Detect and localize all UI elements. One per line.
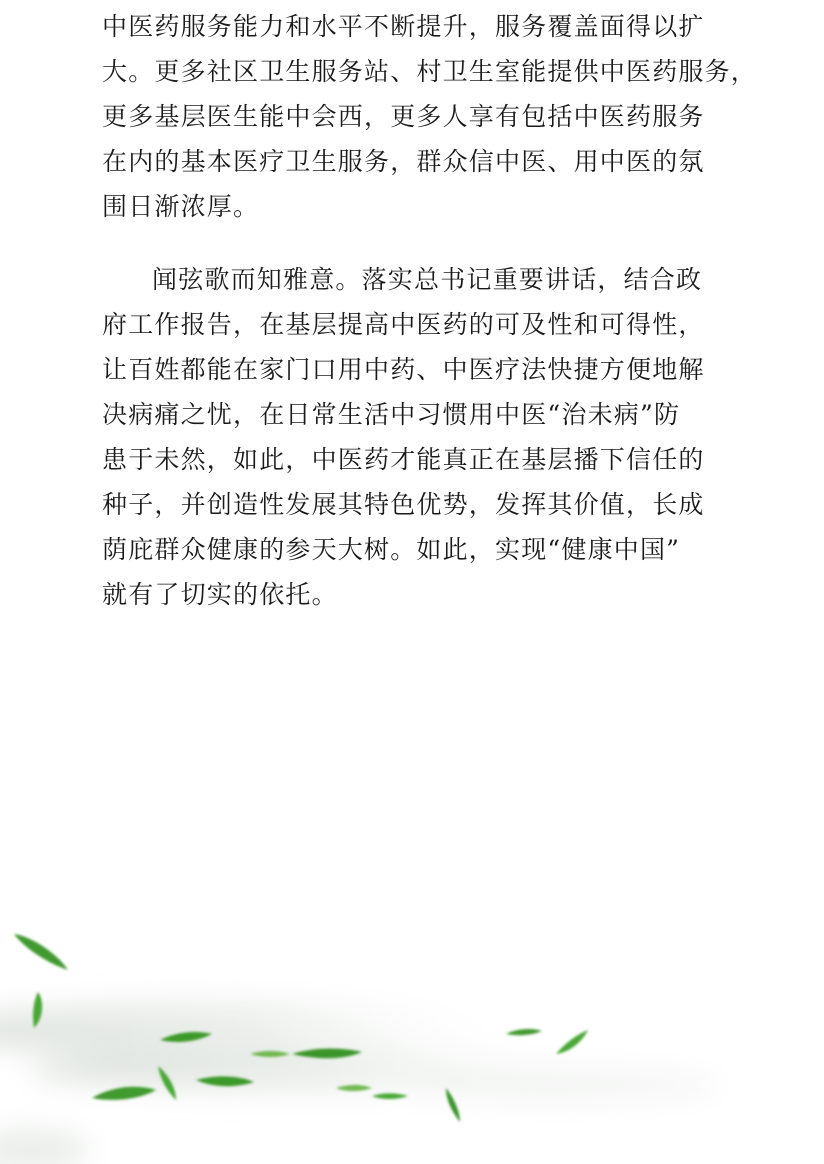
leaf-icon — [14, 934, 68, 970]
paragraph-1-line-3: 更多基层医生能中会西，更多人享有包括中医药服务 — [102, 102, 705, 131]
leaf-icon — [372, 1093, 408, 1099]
paragraph-2-line-7: 荫庇群众健康的参天大树。如此，实现“健康中国” — [102, 535, 681, 564]
leaf-icon — [556, 1030, 588, 1054]
paragraph-2-line-3: 让百姓都能在家门口用中药、中医疗法快捷方便地解 — [102, 355, 705, 384]
paragraph-2-line-5: 患于未然，如此，中医药才能真正在基层播下信任的 — [102, 445, 705, 474]
paragraph-2-line-4: 决病痛之忧，在日常生活中习惯用中医“治未病”防 — [102, 400, 681, 429]
paragraph-2-line-1: 闻弦歌而知雅意。落实总书记重要讲话，结合政 — [152, 265, 703, 294]
leaves-decoration — [0, 900, 824, 1164]
paragraph-1-line-1: 中医药服务能力和水平不断提升，服务覆盖面得以扩 — [102, 12, 705, 41]
paragraph-1-line-2: 大。更多社区卫生服务站、村卫生室能提供中医药服务， — [102, 57, 758, 86]
paragraph-1-line-4: 在内的基本医疗卫生服务，群众信中医、用中医的氛 — [102, 147, 705, 176]
mist — [0, 1002, 720, 1164]
paragraph-2 — [102, 257, 722, 617]
leaf-icon — [92, 1087, 156, 1100]
paragraph-2-line-8: 就有了切实的依托。 — [102, 580, 338, 609]
paragraph-1 — [102, 4, 758, 229]
paragraph-2-line-6: 种子，并创造性发展其特色优势，发挥其价值，长成 — [102, 490, 705, 519]
paragraph-2-line-2: 府工作报告，在基层提高中医药的可及性和可得性， — [102, 310, 705, 339]
mist-band-4 — [0, 1130, 90, 1164]
paragraph-1-line-5: 围日渐浓厚。 — [102, 192, 260, 221]
